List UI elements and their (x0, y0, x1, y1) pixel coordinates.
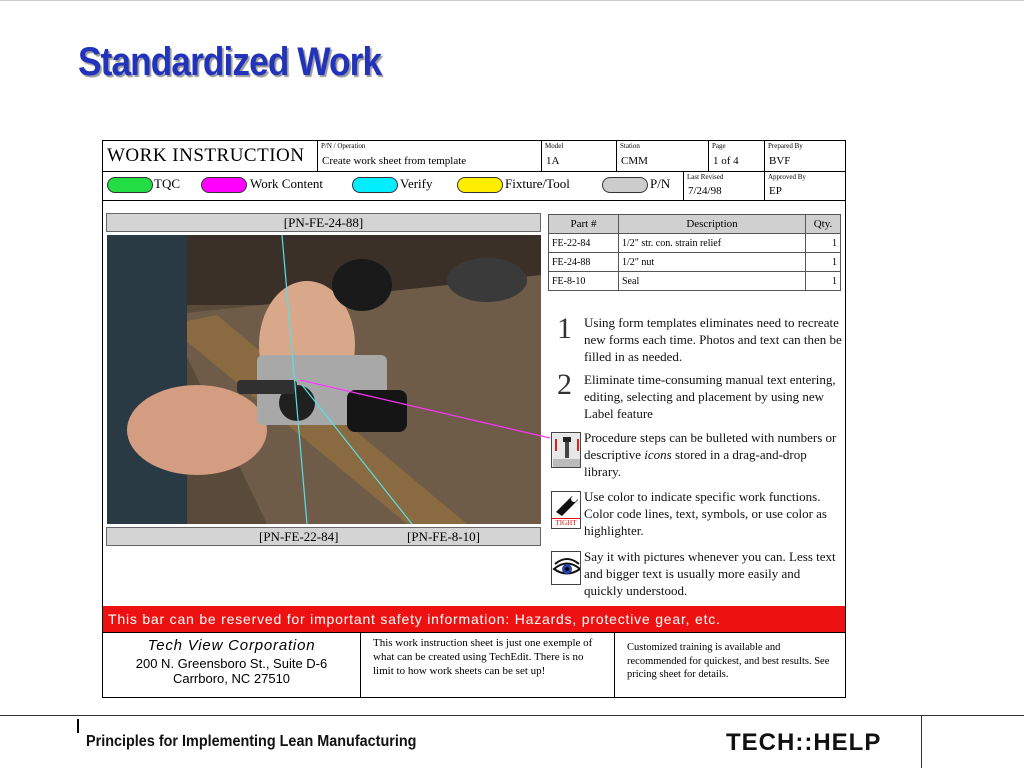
legend-swatch-pn (602, 177, 648, 193)
approved-caption: Approved By (768, 173, 806, 181)
approved-value: EP (769, 185, 782, 197)
parts-header-description: Description (619, 215, 806, 234)
photo-caption-bottom-left: [PN-FE-22-84] (259, 529, 339, 544)
prepared-caption: Prepared By (768, 142, 803, 150)
photo-left-hand (127, 385, 267, 475)
step-1-text: Using form templates eliminates need to recreate new forms each time. Photos and text can then be filled in as needed. (584, 315, 842, 364)
part-qty: 1 (806, 272, 841, 291)
screw-icon-shaft (565, 442, 569, 458)
part-description: Seal (619, 272, 806, 291)
step-4-text: Use color to indicate specific work functions. Color code lines, text, symbols, or use color as highlighter. (584, 489, 827, 538)
photo-connector-top (332, 259, 392, 311)
pn-operation-cell (317, 141, 541, 172)
step-1-number: 1 (557, 312, 572, 345)
eye-icon-graphic (552, 552, 581, 585)
address-line-2: Carrboro, NC 27510 (172, 671, 291, 686)
table-row (549, 234, 841, 253)
legend-swatch-verify (352, 177, 398, 193)
parts-header-part: Part # (549, 215, 619, 234)
step-3-text-before: Procedure steps can be bulleted with numbers or descriptive (584, 430, 837, 462)
tight-label: TIGHT (552, 518, 580, 527)
step-2-text: Eliminate time-consuming manual text entering, editing, selecting and placement by using new Label feature (584, 372, 836, 421)
legend-swatch-work-content (201, 177, 247, 193)
right-note: Customized training is available and recommended for quickest, and best results. See pricing sheet for details. (627, 642, 830, 680)
station-cell (616, 141, 708, 172)
step-3-text-after: stored in a drag-and-drop library. (584, 447, 807, 479)
screw-icon-graphic (552, 433, 581, 468)
tight-wrench-icon (551, 491, 581, 529)
legend-swatch-fixture-tool (457, 177, 503, 193)
page-cell (708, 141, 764, 172)
part-number: FE-8-10 (549, 272, 619, 291)
screw-icon-head (563, 437, 571, 442)
photo-caption-top: [PN-FE-24-88] (106, 213, 541, 232)
parts-table-header (549, 215, 841, 234)
legend-label-tqc: TQC (154, 176, 180, 191)
footer-vertical-divider (921, 715, 922, 768)
parts-header-qty: Qty. (806, 215, 841, 234)
table-row (549, 272, 841, 291)
prepared-cell (764, 141, 845, 172)
page-value: 1 of 4 (713, 155, 739, 167)
part-qty: 1 (806, 234, 841, 253)
screw-icon-base (553, 459, 581, 468)
parts-table (548, 214, 841, 291)
slide-title: Standardized Work (78, 40, 382, 84)
step-3-text (584, 429, 842, 480)
safety-bar: This bar can be reserved for important safety information: Hazards, protective gear, etc. (103, 606, 845, 632)
photo-tool-background (447, 258, 527, 302)
pn-caption: P/N / Operation (321, 142, 366, 150)
middle-note: This work instruction sheet is just one exemple of what can be created using TechEdit. There is no limit to how work sheets can be set up! (360, 632, 615, 697)
eye-icon (551, 551, 581, 585)
photo-caption-bottom (106, 527, 541, 546)
legend-label-pn: P/N (650, 176, 671, 191)
prepared-value: BVF (769, 155, 791, 167)
legend-label-verify: Verify (400, 176, 433, 191)
footer-title: Principles for Implementing Lean Manufacturing (86, 733, 417, 750)
pn-value: Create work sheet from template (322, 155, 467, 167)
company-block (103, 637, 360, 686)
step-2-number: 2 (557, 368, 572, 401)
approved-cell (764, 172, 845, 201)
part-description: 1/2" nut (619, 253, 806, 272)
legend-swatch-tqc (107, 177, 153, 193)
address-line-1: 200 N. Greensboro St., Suite D-6 (135, 656, 328, 671)
model-caption: Model (545, 142, 564, 150)
revised-caption: Last Revised (687, 173, 724, 181)
model-value: 1A (546, 155, 560, 167)
page-caption: Page (712, 142, 726, 150)
work-content-leader (300, 380, 550, 440)
model-cell (541, 141, 616, 172)
part-number: FE-22-84 (549, 234, 619, 253)
part-qty: 1 (806, 253, 841, 272)
legend-label-work-content: Work Content (250, 176, 323, 191)
revised-cell (683, 172, 764, 201)
footer-marker (77, 719, 79, 733)
work-content-line (300, 380, 550, 438)
company-name: Tech View Corporation (147, 637, 316, 654)
station-value: CMM (621, 155, 648, 167)
screw-icon (551, 432, 581, 468)
footer-divider (0, 715, 1024, 716)
tight-wrench-graphic (552, 492, 581, 518)
part-description: 1/2" str. con. strain relief (619, 234, 806, 253)
revised-value: 7/24/98 (688, 185, 722, 197)
part-number: FE-24-88 (549, 253, 619, 272)
techhelp-logo: TECH::HELP (726, 729, 882, 756)
eye-pupil (565, 567, 569, 571)
wrench-jaw (571, 496, 577, 502)
sheet-title: WORK INSTRUCTION (107, 145, 305, 166)
legend-label-fixture-tool: Fixture/Tool (505, 176, 570, 191)
photo-sleeve (107, 235, 187, 524)
top-border (0, 0, 1024, 1)
table-row (549, 253, 841, 272)
step-3-text-italic: icons (644, 447, 672, 462)
step-5-text: Say it with pictures whenever you can. Less text and bigger text is usually more easily and quickly understood. (584, 549, 836, 598)
photo-caption-bottom-right: [PN-FE-8-10] (407, 529, 480, 544)
station-caption: Station (620, 142, 640, 150)
photo-wrench (237, 380, 297, 394)
